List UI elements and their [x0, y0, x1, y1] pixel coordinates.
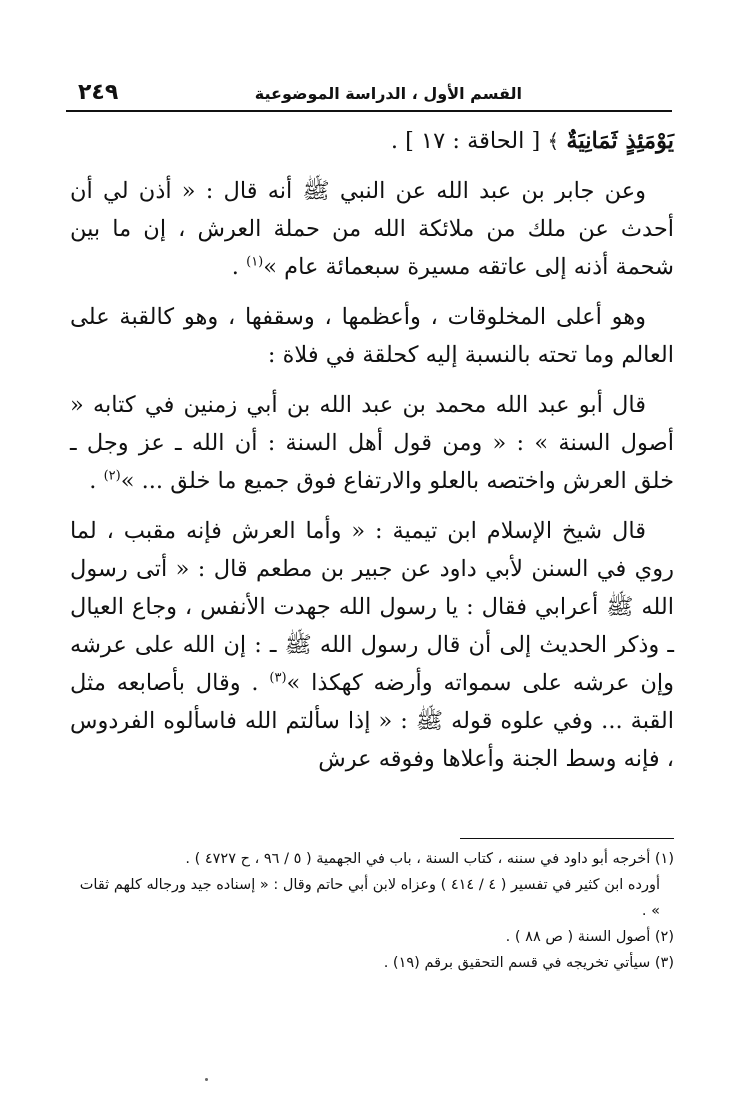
paragraph-3-end: .	[89, 468, 104, 494]
verse-ornament: ﴾	[547, 129, 560, 153]
main-text	[70, 122, 674, 790]
footnote-3: (٣) سيأتي تخريجه في قسم التحقيق برقم (١٩) .	[383, 955, 674, 971]
verse-line	[70, 122, 674, 160]
footnote-ref-2: (٢)	[103, 468, 121, 484]
footnote-ref-3: (٣)	[269, 670, 287, 686]
footnote-rule	[460, 838, 674, 839]
footnote-ref-1: (١)	[246, 254, 264, 270]
paragraph-1-text: وعن جابر بن عبد الله عن النبي ﷺ أنه قال : « أذن لي أن أحدث عن ملك من ملائكة الله من حملة العرش ، إن ما بين شحمة أذنه إلى عاتقه مسيرة سبعمائة عام »	[70, 178, 674, 280]
header-title: القسم الأول ، الدراسة الموضوعية	[254, 84, 522, 103]
paragraph-2-text: وهو أعلى المخلوقات ، وأعظمها ، وسقفها ، وهو كالقبة على العالم وما تحته بالنسبة إليه كحلقة في فلاة :	[70, 304, 674, 368]
footnote-1-continuation: أورده ابن كثير في تفسير ( ٤ / ٤١٤ ) وعزاه لابن أبي حاتم وقال : « إسناده جيد ورجاله كلهم ثقات » .	[79, 877, 660, 919]
paragraph-2	[70, 298, 674, 374]
footnotes	[70, 846, 674, 976]
footnote-1: (١) أخرجه أبو داود في سننه ، كتاب السنة ، باب في الجهمية ( ٥ / ٩٦ ، ح ٤٧٢٧ ) .	[185, 851, 674, 867]
paragraph-3-text: قال أبو عبد الله محمد بن عبد الله بن أبي زمنين في كتابه « أصول السنة » : « ومن قول أهل السنة : أن الله ـ عز وجل ـ خلق العرش واختصه بالعلو والارتفاع فوق جميع ما خلق ... »	[70, 392, 674, 494]
paragraph-1	[70, 172, 674, 286]
quran-verse: يَوْمَئِذٍ ثَمَانِيَةٌ	[566, 128, 674, 154]
paragraph-4	[70, 512, 674, 778]
paragraph-3	[70, 386, 674, 500]
page-number: ٢٤٩	[78, 80, 119, 105]
running-header	[78, 80, 672, 108]
verse-reference: [ الحاقة : ١٧ ] .	[390, 128, 541, 154]
paragraph-4-text-a: قال شيخ الإسلام ابن تيمية : « وأما العرش فإنه مقبب ، لما روي في السنن لأبي داود عن جبير بن مطعم قال : « أتى رسول الله ﷺ أعرابي فقال : يا رسول الله جهدت الأنفس ، وجاع العيال ـ وذكر الحديث إلى أن قال رسول الله ﷺ ـ : إن الله على عرشه وإن عرشه على سمواته وأرضه كهكذا »	[70, 518, 674, 696]
scan-speck	[205, 1078, 208, 1081]
footnote-2: (٢) أصول السنة ( ص ٨٨ ) .	[505, 929, 674, 945]
paragraph-1-end: .	[231, 254, 247, 280]
header-rule	[66, 110, 672, 112]
paragraph-4-text-b: . وقال بأصابعه مثل القبة ... وفي علوه قوله ﷺ : « إذا سألتم الله فاسألوه الفردوس ، فإنه وسط الجنة وأعلاها وفوقه عرش	[70, 670, 674, 772]
